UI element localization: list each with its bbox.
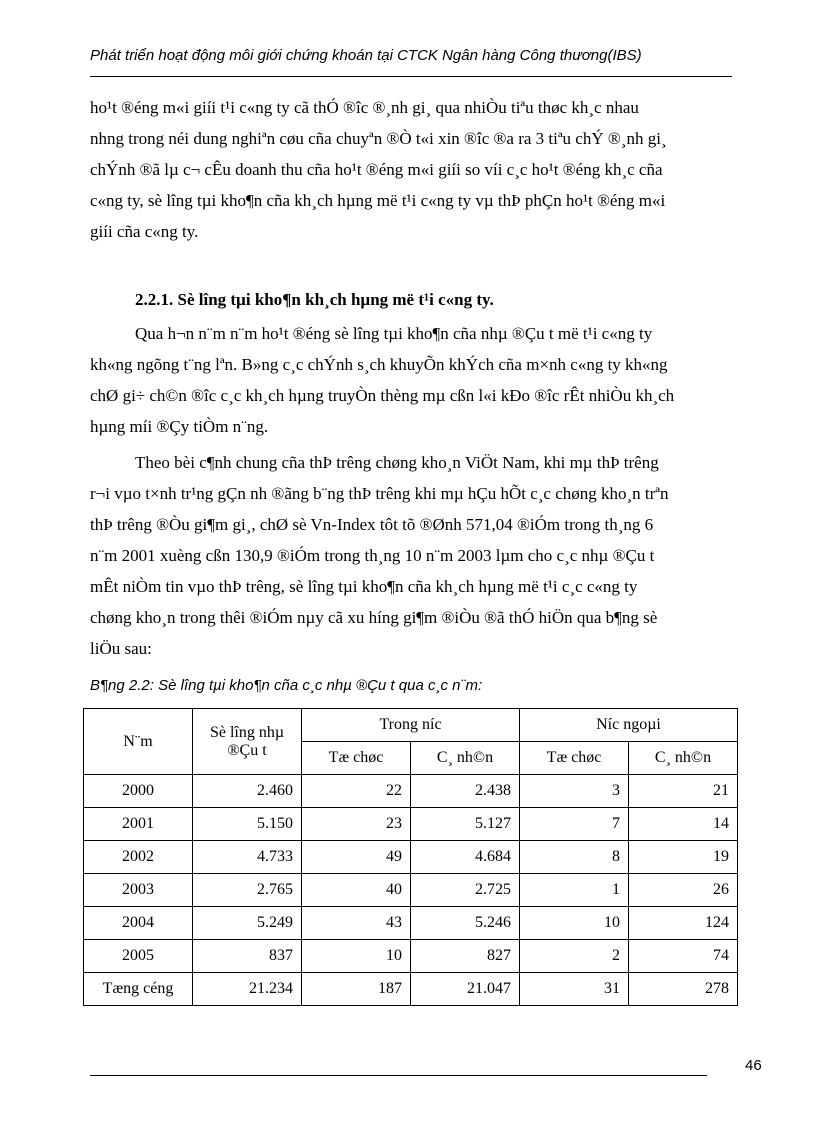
- cell-domestic-org: 40: [302, 874, 411, 907]
- cell-domestic-ind: 4.684: [411, 841, 520, 874]
- text-line: r¬i vµo t×nh tr¹ng gÇn nh ®ãng b¨ng thÞ trêng khi mµ hÇu hÕt c¸c chøng kho¸n trªn: [90, 484, 669, 503]
- investor-accounts-table: [83, 708, 738, 1006]
- cell-foreign-org: 10: [520, 907, 629, 940]
- cell-domestic-org: 43: [302, 907, 411, 940]
- text-line: kh«ng ngõng t¨ng lªn. B»ng c¸c chÝnh s¸ch khuyÕn khÝch cña m×nh c«ng ty kh«ng: [90, 355, 668, 374]
- cell-foreign-ind: 124: [629, 907, 738, 940]
- text-line: mÊt niÒm tin vµo thÞ trêng, sè lîng tµi kho¶n cña kh¸ch hµng më t¹i c¸c c«ng ty: [90, 577, 638, 596]
- table-caption: B¶ng 2.2: Sè lîng tµi kho¶n cña c¸c nhµ ®Çu t qua c¸c n¨m:: [90, 677, 483, 694]
- cell-domestic-ind: 21.047: [411, 973, 520, 1006]
- cell-domestic-ind: 5.127: [411, 808, 520, 841]
- text-line: Qua h¬n n¨m n¨m ho¹t ®éng sè lîng tµi kho¶n cña nhµ ®Çu t më t¹i c«ng ty: [135, 324, 653, 343]
- header-rule: [90, 76, 732, 77]
- col-header-foreign-ind: C¸ nh©n: [629, 742, 738, 775]
- col-header-domestic-org: Tæ chøc: [302, 742, 411, 775]
- cell-domestic-ind: 827: [411, 940, 520, 973]
- paragraph-1: [90, 92, 780, 247]
- table-total-row: [84, 973, 738, 1006]
- cell-foreign-ind: 19: [629, 841, 738, 874]
- cell-year: 2000: [84, 775, 193, 808]
- cell-domestic-ind: 2.438: [411, 775, 520, 808]
- cell-year: 2004: [84, 907, 193, 940]
- cell-foreign-org: 1: [520, 874, 629, 907]
- cell-foreign-org: 31: [520, 973, 629, 1006]
- text-line: chøng kho¸n trong thêi ®iÓm nµy cã xu híng gi¶m ®iÒu ®ã thÓ hiÖn qua b¶ng sè: [90, 608, 658, 627]
- running-header: Phát triển hoạt động môi giới chứng khoán tại CTCK Ngân hàng Công thương(IBS): [90, 47, 642, 64]
- cell-foreign-ind: 74: [629, 940, 738, 973]
- paragraph-2: [90, 318, 780, 442]
- table-row: [84, 874, 738, 907]
- cell-foreign-org: 8: [520, 841, 629, 874]
- text-line: hµng míi ®Çy tiÒm n¨ng.: [90, 417, 269, 436]
- cell-total-label: Tæng céng: [84, 973, 193, 1006]
- cell-foreign-org: 2: [520, 940, 629, 973]
- text-line: thÞ trêng ®Òu gi¶m gi¸, chØ sè Vn-Index tôt tõ ®Ønh 571,04 ®iÓm trong th¸ng 6: [90, 515, 654, 534]
- cell-year: 2001: [84, 808, 193, 841]
- text-line: n¨m 2001 xuèng cßn 130,9 ®iÓm trong th¸ng 10 n¨m 2003 lµm cho c¸c nhµ ®Çu t: [90, 546, 655, 565]
- cell-foreign-ind: 26: [629, 874, 738, 907]
- text-line: Theo bèi c¶nh chung cña thÞ trêng chøng kho¸n ViÖt Nam, khi mµ thÞ trêng: [135, 453, 659, 472]
- text-line: chØ gi÷ ch©n ®îc c¸c kh¸ch hµng truyÒn thèng mµ cßn l«i kÐo ®îc rÊt nhiÒu kh¸ch: [90, 386, 675, 405]
- cell-foreign-org: 3: [520, 775, 629, 808]
- cell-total: 5.249: [193, 907, 302, 940]
- col-header-year: N¨m: [84, 709, 193, 775]
- page-number: 46: [745, 1057, 762, 1074]
- cell-foreign-org: 7: [520, 808, 629, 841]
- table-row: [84, 907, 738, 940]
- cell-foreign-ind: 14: [629, 808, 738, 841]
- col-header-domestic-ind: C¸ nh©n: [411, 742, 520, 775]
- text-line: c«ng ty, sè lîng tµi kho¶n cña kh¸ch hµng më t¹i c«ng ty vµ thÞ phÇn ho¹t ®éng m«i: [90, 191, 666, 210]
- cell-total: 5.150: [193, 808, 302, 841]
- cell-year: 2002: [84, 841, 193, 874]
- cell-year: 2003: [84, 874, 193, 907]
- text-line: liÖu sau:: [90, 639, 152, 658]
- cell-total: 2.765: [193, 874, 302, 907]
- cell-total: 2.460: [193, 775, 302, 808]
- table-row: [84, 940, 738, 973]
- table-row: [84, 841, 738, 874]
- cell-domestic-org: 22: [302, 775, 411, 808]
- table-row: [84, 808, 738, 841]
- col-group-foreign: Níc ngoµi: [520, 709, 738, 742]
- cell-foreign-ind: 21: [629, 775, 738, 808]
- cell-domestic-org: 23: [302, 808, 411, 841]
- paragraph-3: [90, 447, 780, 664]
- cell-domestic-ind: 5.246: [411, 907, 520, 940]
- table-row: [84, 775, 738, 808]
- text-line: ho¹t ®éng m«i giíi t¹i c«ng ty cã thÓ ®îc ®¸nh gi¸ qua nhiÒu tiªu thøc kh¸c nhau: [90, 98, 639, 117]
- text-line: chÝnh ®ã lµ c¬ cÊu doanh thu cña ho¹t ®éng m«i giíi so víi c¸c ho¹t ®éng kh¸c cña: [90, 160, 663, 179]
- cell-total: 4.733: [193, 841, 302, 874]
- cell-domestic-org: 187: [302, 973, 411, 1006]
- col-header-total: Sè lîng nhµ ®Çu t: [193, 709, 302, 775]
- text-line: giíi cña c«ng ty.: [90, 222, 199, 241]
- cell-total: 837: [193, 940, 302, 973]
- col-group-domestic: Trong níc: [302, 709, 520, 742]
- cell-total: 21.234: [193, 973, 302, 1006]
- footer-rule: [90, 1075, 707, 1076]
- cell-foreign-ind: 278: [629, 973, 738, 1006]
- cell-year: 2005: [84, 940, 193, 973]
- cell-domestic-org: 10: [302, 940, 411, 973]
- cell-domestic-org: 49: [302, 841, 411, 874]
- col-header-foreign-org: Tæ chøc: [520, 742, 629, 775]
- text-line: nhng trong néi dung nghiªn cøu cña chuyªn ®Ò t«i xin ®îc ®a ra 3 tiªu chÝ ®¸nh gi¸: [90, 129, 667, 148]
- cell-domestic-ind: 2.725: [411, 874, 520, 907]
- section-heading: 2.2.1. Sè lîng tµi kho¶n kh¸ch hµng më t¹i c«ng ty.: [135, 290, 494, 309]
